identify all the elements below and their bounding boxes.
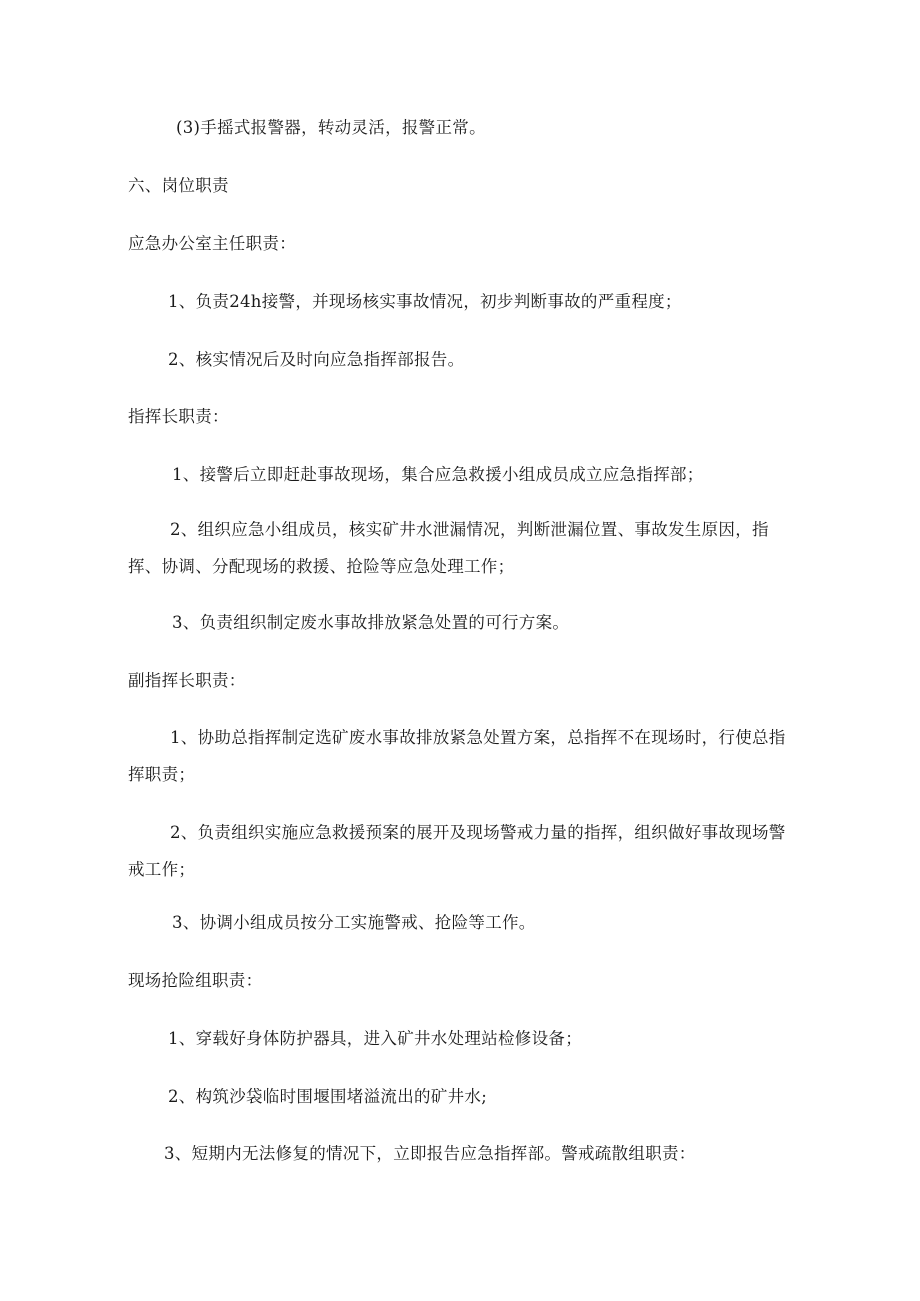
- rescue-team-item-2: 2、构筑沙袋临时围堰围堵溢流出的矿井水;: [168, 1087, 488, 1106]
- office-director-item-1: 1、负责24h接警，并现场核实事故情况，初步判断事故的严重程度；: [168, 292, 682, 311]
- deputy-commander-heading: 副指挥长职责：: [128, 671, 246, 690]
- rescue-team-item-1: 1、穿载好身体防护器具，进入矿井水处理站检修设备；: [168, 1029, 582, 1048]
- rescue-team-heading: 现场抢险组职责：: [128, 971, 263, 990]
- office-director-item-2: 2、核实情况后及时向应急指挥部报告。: [168, 350, 465, 369]
- deputy-commander-item-1: 1、协助总指挥制定选矿废水事故排放紧急处置方案，总指挥不在现场时，行使总指挥职责；: [128, 728, 786, 784]
- alarm-check-item: (3)手摇式报警器，转动灵活，报警正常。: [176, 118, 486, 137]
- section-heading: 六、岗位职责: [128, 176, 229, 195]
- commander-item-1: 1、接警后立即赶赴事故现场，集合应急救援小组成员成立应急指挥部；: [172, 465, 704, 484]
- deputy-commander-item-3: 3、协调小组成员按分工实施警戒、抢险等工作。: [172, 913, 536, 932]
- office-director-heading: 应急办公室主任职责：: [128, 234, 296, 253]
- commander-item-2: 2、组织应急小组成员，核实矿井水泄漏情况，判断泄漏位置、事故发生原因，指挥、协调、分配现场的救援、抢险等应急处理工作；: [128, 520, 769, 576]
- commander-heading: 指挥长职责：: [128, 407, 229, 426]
- rescue-team-item-3: 3、短期内无法修复的情况下，立即报告应急指挥部。警戒疏散组职责：: [164, 1144, 696, 1163]
- deputy-commander-item-2: 2、负责组织实施应急救援预案的展开及现场警戒力量的指挥，组织做好事故现场警戒工作；: [128, 823, 786, 879]
- commander-item-3: 3、负责组织制定废水事故排放紧急处置的可行方案。: [172, 613, 570, 632]
